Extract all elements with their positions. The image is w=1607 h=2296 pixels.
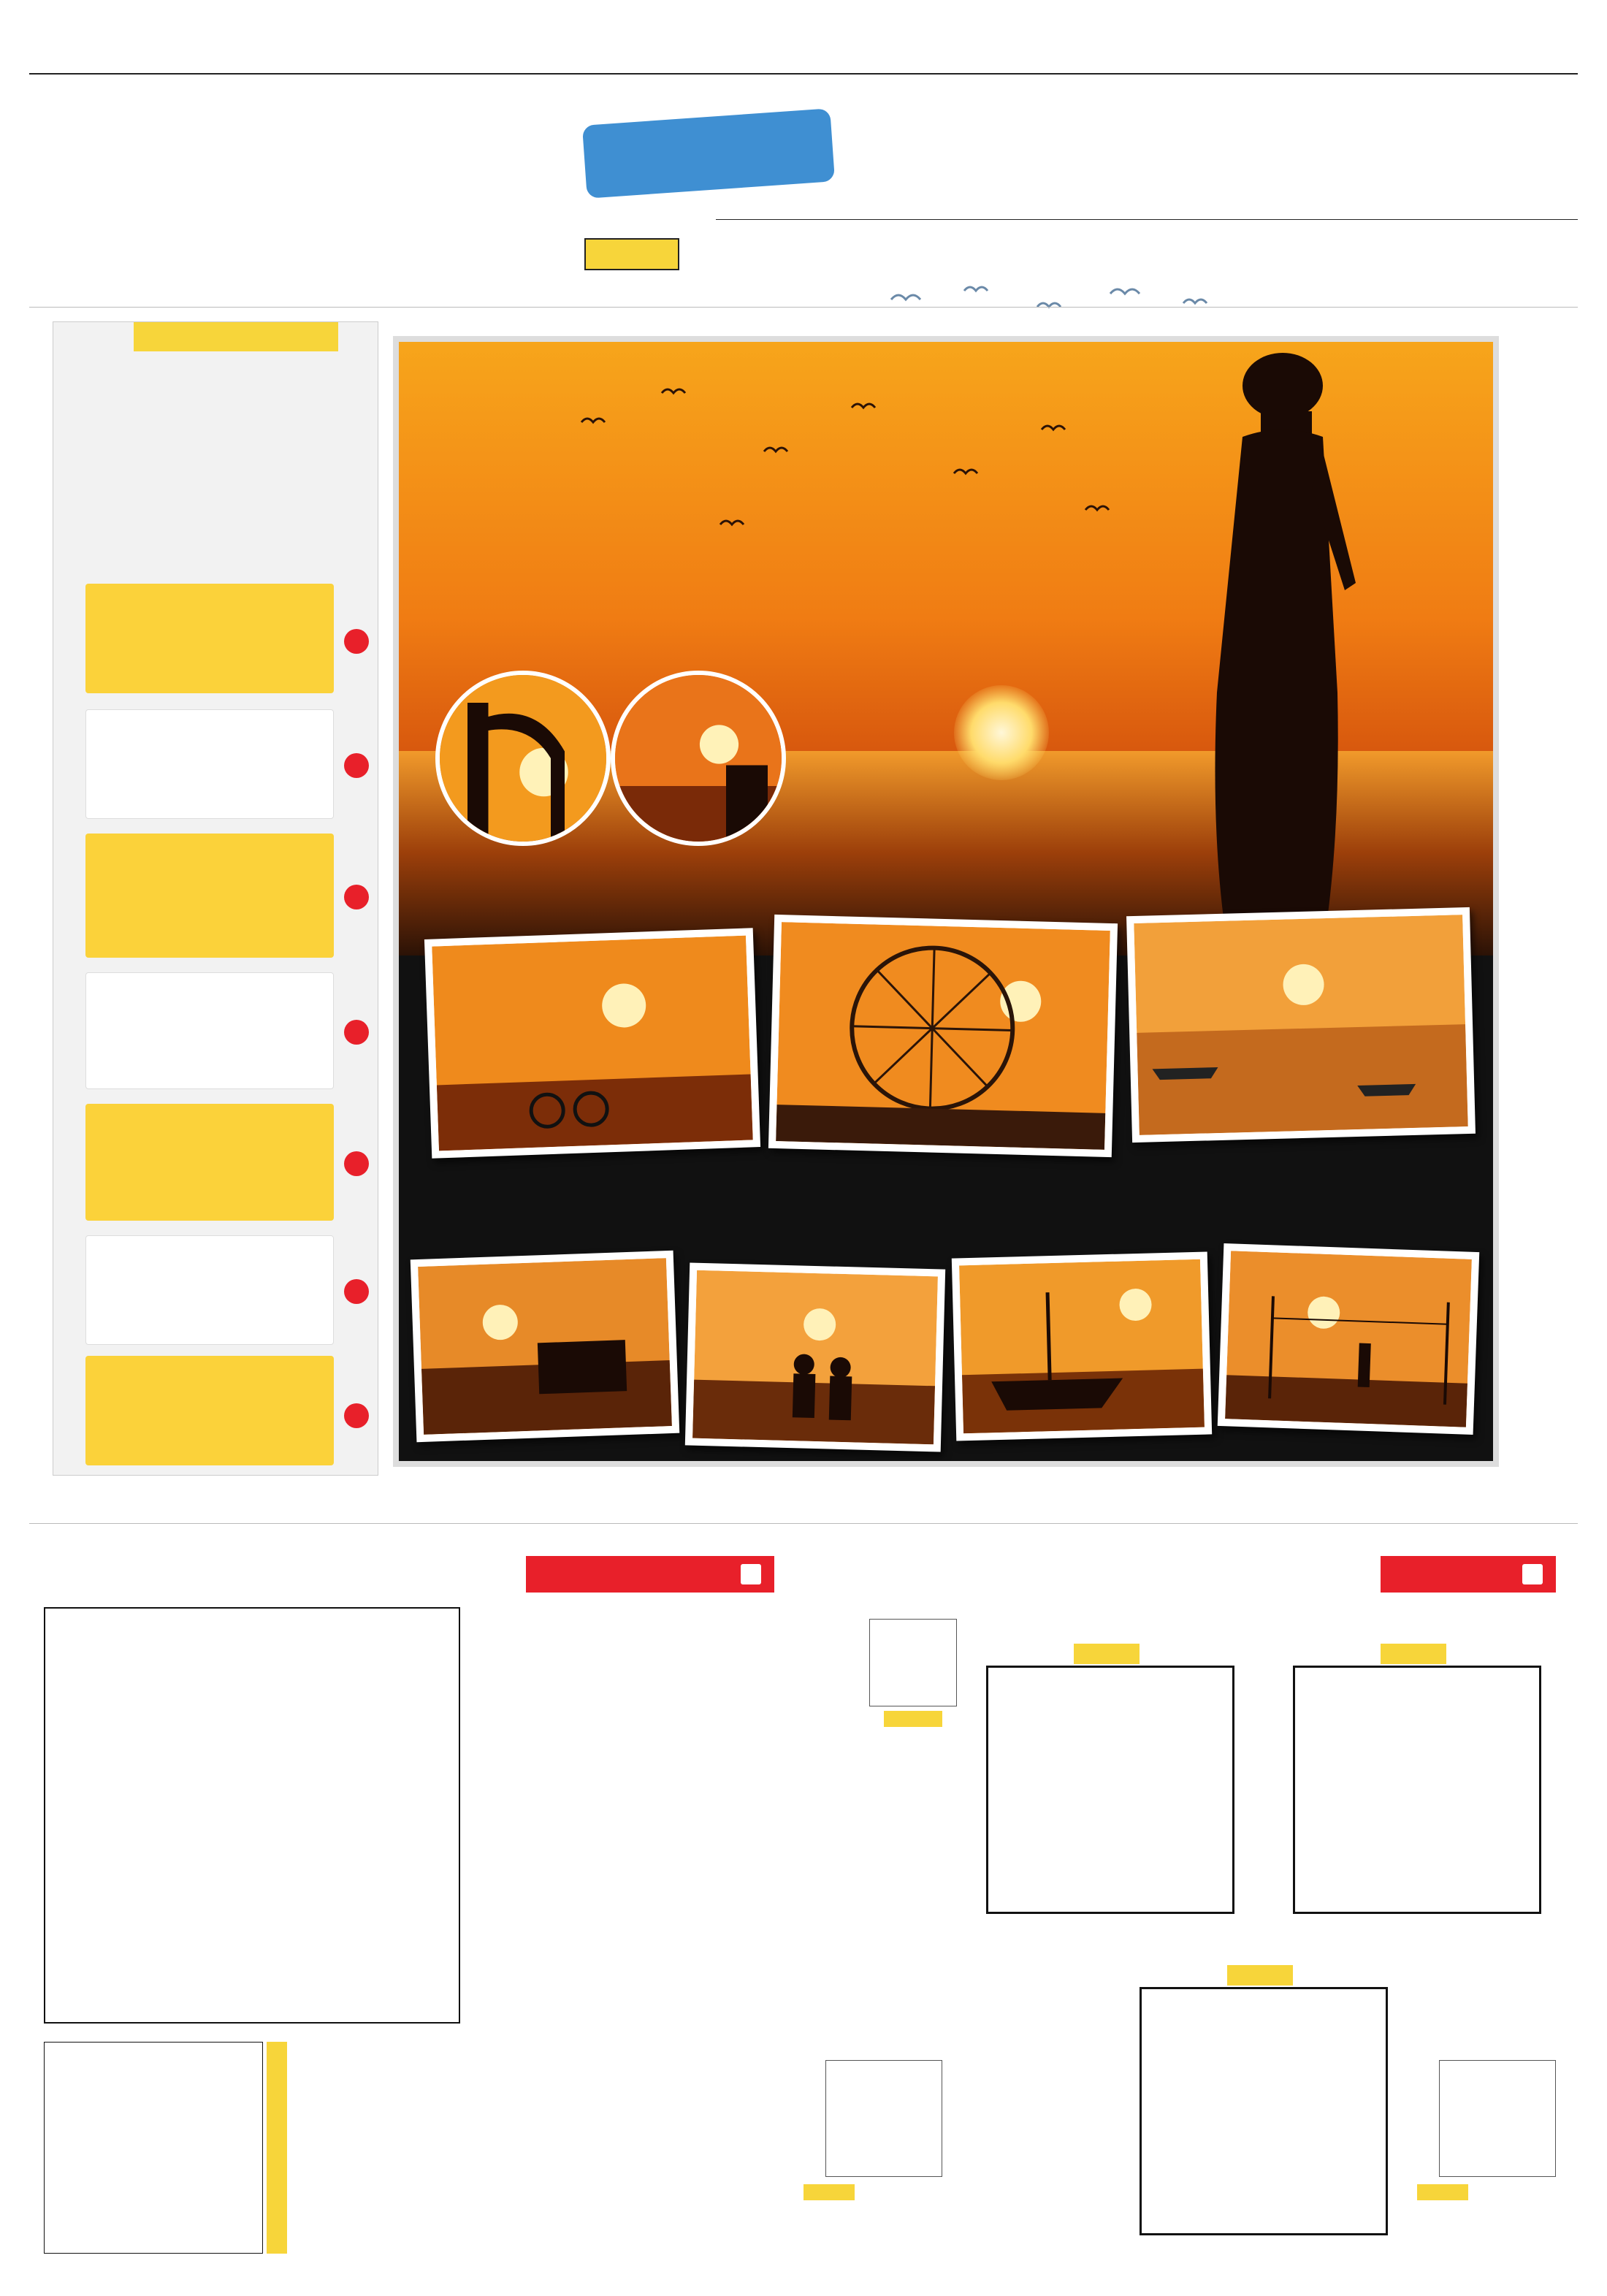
news-item xyxy=(85,709,334,819)
back-page-label xyxy=(584,238,679,270)
down-clues xyxy=(489,1607,635,2031)
sudoku-section xyxy=(789,1556,1556,2257)
staff-box xyxy=(58,95,584,263)
poem-author xyxy=(595,118,819,133)
news-item xyxy=(85,834,334,958)
level-label-medium xyxy=(1227,1965,1293,1986)
sudoku-grid-medium[interactable] xyxy=(1140,1987,1388,2235)
news-number-badge xyxy=(344,1403,369,1428)
answer-label-medium xyxy=(884,1711,942,1727)
flying-birds xyxy=(545,364,1129,583)
photo-volleyball xyxy=(1218,1243,1480,1435)
circle-photo-monument xyxy=(435,671,611,846)
puzzle-icon xyxy=(741,1564,761,1584)
news-number-badge xyxy=(344,629,369,654)
sun-glow xyxy=(954,685,1049,780)
answer-grid-medium xyxy=(869,1619,957,1706)
header-bottom-rule xyxy=(29,307,1578,308)
news-item xyxy=(85,1104,334,1221)
news-item xyxy=(85,584,334,693)
top-rule xyxy=(29,73,1578,75)
birds-decoration xyxy=(877,278,1242,321)
news-item xyxy=(85,1235,334,1345)
photo-fisherman xyxy=(411,1251,680,1442)
sudoku-grid-hard[interactable] xyxy=(986,1666,1234,1914)
news-item xyxy=(85,972,334,1089)
masthead-region xyxy=(0,0,1607,292)
news-number-badge xyxy=(344,885,369,909)
sidebar-tag xyxy=(134,322,338,351)
down-clues-continued xyxy=(329,2045,635,2250)
answer-grid-hard xyxy=(825,2060,942,2177)
answer-label-easy xyxy=(1417,2184,1468,2200)
crossword-grid[interactable] xyxy=(44,1607,460,2024)
photo-couple xyxy=(685,1262,945,1452)
level-label-hard xyxy=(1074,1644,1140,1664)
photo-dhow xyxy=(952,1251,1212,1441)
news-number-badge xyxy=(344,1151,369,1176)
sudoku-grid-easy[interactable] xyxy=(1293,1666,1541,1914)
puzzle-icon xyxy=(1522,1564,1543,1584)
news-item xyxy=(85,1356,334,1465)
good-news-sidebar xyxy=(53,321,378,1476)
masthead-strip xyxy=(657,79,1351,95)
news-number-badge xyxy=(344,1020,369,1045)
answer-grid-easy xyxy=(1439,2060,1556,2177)
silhouette-figure xyxy=(1173,342,1363,970)
level-label-easy xyxy=(1381,1644,1446,1664)
news-number-badge xyxy=(344,753,369,778)
answer-label-hard xyxy=(804,2184,855,2200)
contact-strip xyxy=(555,224,1578,275)
across-clues xyxy=(650,1607,774,2235)
feature-article xyxy=(419,1105,1471,1229)
crossword-column-numbers xyxy=(44,1585,460,1604)
crossword-row-numbers xyxy=(464,1607,484,2024)
crossword-header xyxy=(526,1556,774,1593)
info-rule xyxy=(716,219,1578,220)
crossword-section xyxy=(44,1556,774,2257)
news-number-badge xyxy=(344,1279,369,1304)
crossword-answer-label xyxy=(267,2042,287,2254)
circle-photo-pier xyxy=(611,671,786,846)
sudoku-header xyxy=(1381,1556,1556,1593)
feature-panel xyxy=(393,336,1499,1467)
crossword-answer-grid xyxy=(44,2042,263,2254)
section-rule xyxy=(29,1523,1578,1524)
